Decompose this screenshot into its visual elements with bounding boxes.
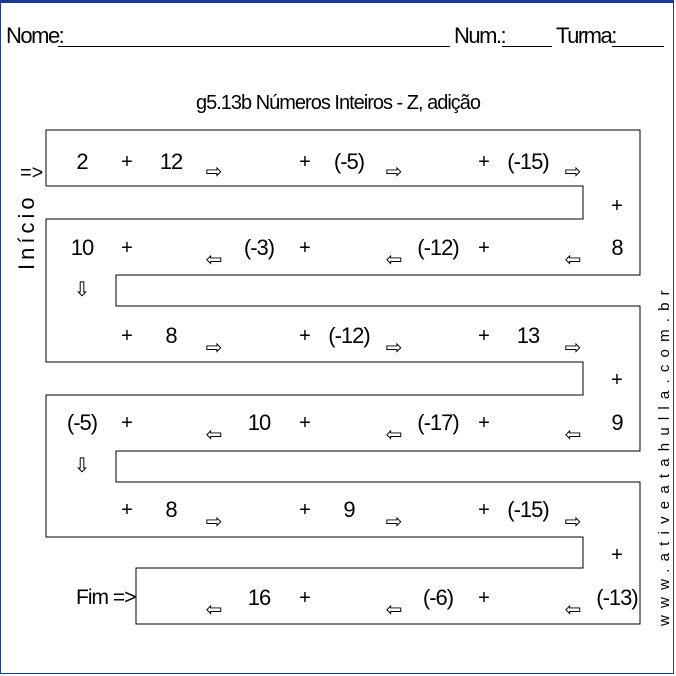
cell-r1-c2: 12	[159, 149, 183, 174]
left-arrow-icon: ⇦	[564, 424, 582, 446]
plus-sign: +	[121, 412, 133, 434]
cell-r5-c6: (-15)	[507, 497, 549, 522]
left-arrow-icon: ⇦	[205, 599, 223, 621]
left-arrow-icon: ⇦	[205, 424, 223, 446]
right-arrow-icon: ⇨	[564, 161, 582, 183]
plus-sign: +	[611, 195, 623, 217]
plus-sign: +	[299, 499, 311, 521]
plus-sign: +	[611, 544, 623, 566]
cell-r6-c2: 16	[247, 585, 271, 610]
left-arrow-icon: ⇦	[205, 249, 223, 271]
left-arrow-icon: ⇦	[385, 249, 403, 271]
plus-sign: +	[299, 587, 311, 609]
cell-r5-c4: 9	[343, 497, 355, 522]
plus-sign: +	[121, 499, 133, 521]
cell-r3-c4: (-12)	[328, 323, 370, 348]
cell-r4-c3: 10	[247, 410, 271, 435]
plus-sign: +	[478, 151, 490, 173]
plus-sign: +	[478, 499, 490, 521]
start-label: Início	[14, 193, 39, 270]
number-label: Num.:	[454, 23, 506, 48]
left-arrow-icon: ⇦	[385, 599, 403, 621]
cell-r4-c6: 9	[611, 410, 623, 435]
cell-r2-c5: (-12)	[417, 235, 459, 260]
right-arrow-icon: ⇨	[205, 511, 223, 533]
start-arrow: =>	[20, 162, 44, 184]
plus-sign: +	[478, 237, 490, 259]
down-arrow-icon: ⇩	[73, 279, 91, 301]
plus-sign: +	[478, 587, 490, 609]
plus-sign: +	[299, 412, 311, 434]
cell-r1-c4: (-5)	[333, 149, 365, 174]
cell-r3-c6: 13	[516, 323, 540, 348]
right-arrow-icon: ⇨	[564, 511, 582, 533]
cell-r2-c3: (-3)	[243, 235, 275, 260]
right-arrow-icon: ⇨	[385, 161, 403, 183]
right-arrow-icon: ⇨	[205, 337, 223, 359]
plus-sign: +	[611, 369, 623, 391]
cell-r2-c6: 8	[611, 235, 623, 260]
right-arrow-icon: ⇨	[385, 511, 403, 533]
right-arrow-icon: ⇨	[205, 161, 223, 183]
cell-r6-c4: (-6)	[422, 585, 454, 610]
down-arrow-icon: ⇩	[73, 455, 91, 477]
right-arrow-icon: ⇨	[564, 337, 582, 359]
left-arrow-icon: ⇦	[564, 249, 582, 271]
cell-r3-c2: 8	[165, 323, 177, 348]
plus-sign: +	[121, 325, 133, 347]
plus-sign: +	[299, 325, 311, 347]
cell-r2-c1: 10	[70, 235, 94, 260]
cell-r1-c1: 2	[76, 149, 88, 174]
plus-sign: +	[121, 237, 133, 259]
end-label: Fim =>	[76, 586, 136, 609]
name-label: Nome:	[6, 23, 64, 48]
plus-sign: +	[478, 325, 490, 347]
website-watermark: www.ativeatahulla.com.br	[656, 283, 673, 626]
left-arrow-icon: ⇦	[564, 599, 582, 621]
plus-sign: +	[299, 151, 311, 173]
plus-sign: +	[478, 412, 490, 434]
left-arrow-icon: ⇦	[385, 424, 403, 446]
right-arrow-icon: ⇨	[385, 337, 403, 359]
cell-r4-c1: (-5)	[66, 410, 98, 435]
class-label: Turma:	[556, 23, 616, 48]
worksheet-title: g5.13b Números Inteiros - Z, adição	[195, 92, 481, 114]
plus-sign: +	[299, 237, 311, 259]
plus-sign: +	[121, 151, 133, 173]
cell-r4-c5: (-17)	[417, 410, 459, 435]
cell-r1-c6: (-15)	[507, 149, 549, 174]
cell-r5-c2: 8	[165, 497, 177, 522]
cell-r6-c6: (-13)	[596, 585, 638, 610]
